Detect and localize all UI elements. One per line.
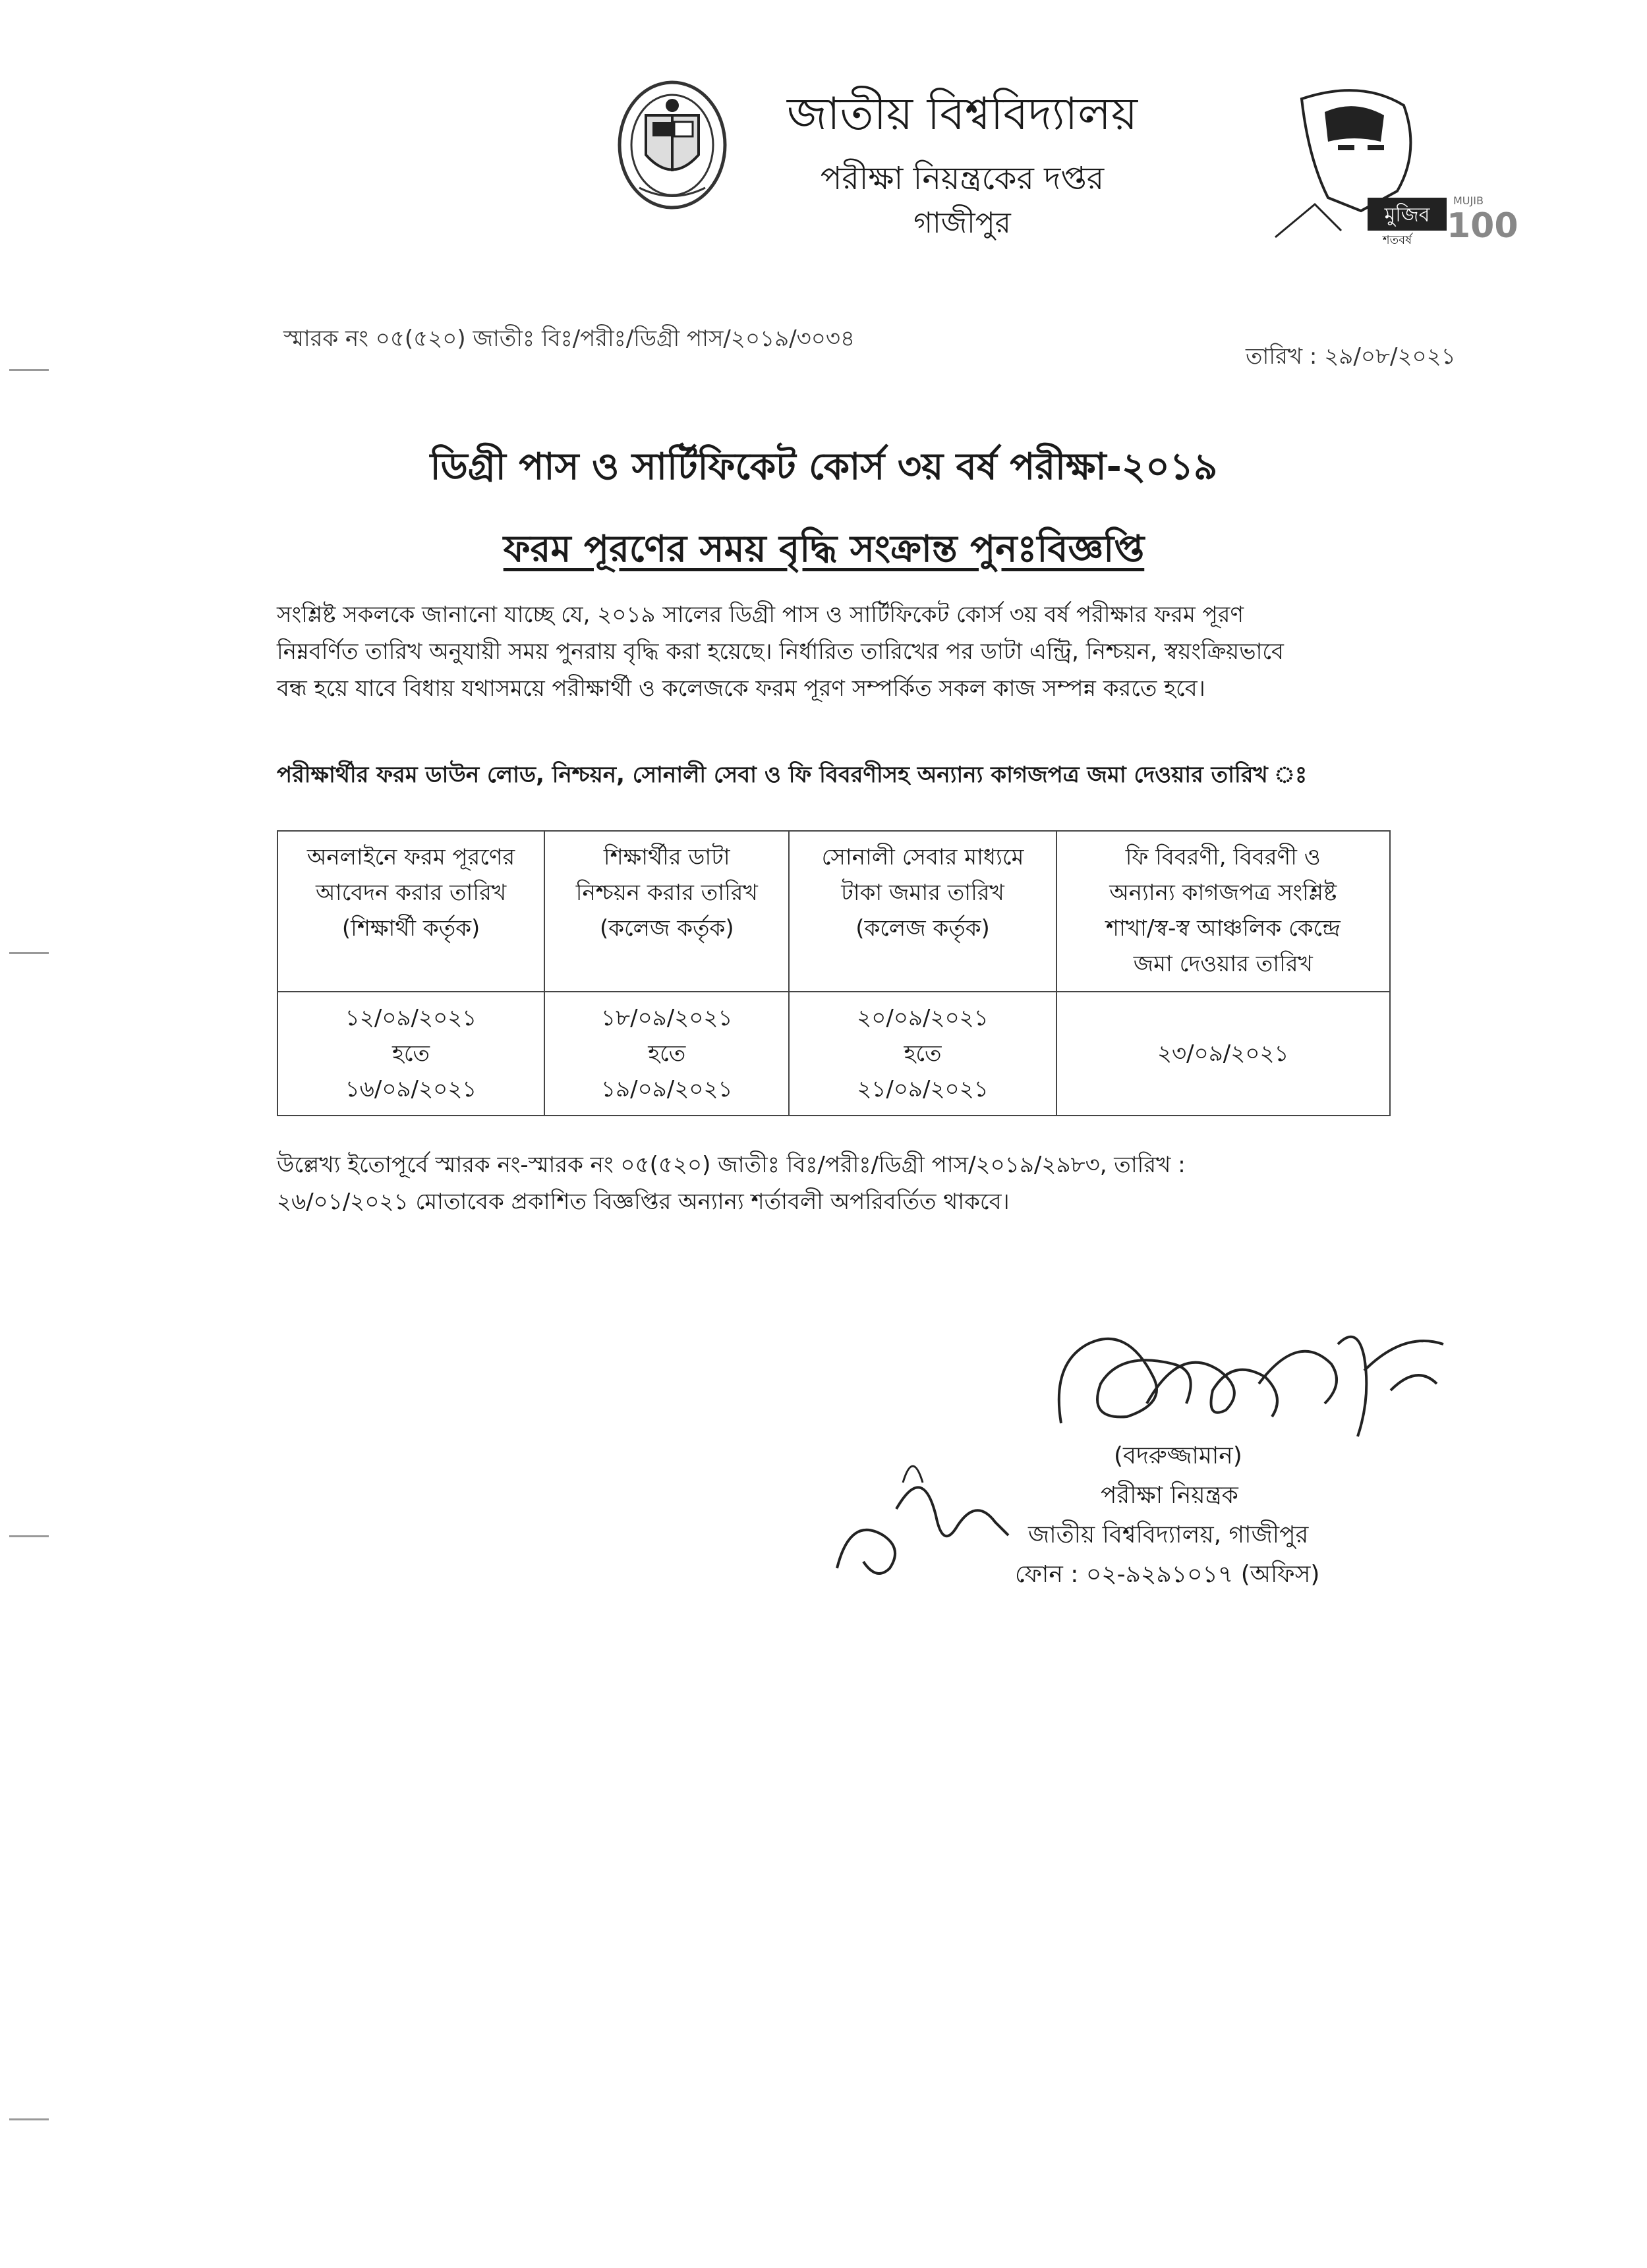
signatory-institution: জাতীয় বিশ্ববিদ্যালয়, গাজীপুর: [1028, 1521, 1309, 1548]
table-row: [277, 992, 1390, 1116]
table-cell: ২৩/০৯/২০২১: [1056, 992, 1390, 1116]
margin-mark: [9, 1535, 49, 1537]
margin-mark: [9, 2118, 49, 2120]
header-cell-sonali-payment: সোনালী সেবার মাধ্যমে টাকা জমার তারিখ (কলেজ কর্তৃক): [789, 831, 1056, 992]
table-cell: ২০/০৯/২০২১ হতে ২১/০৯/২০২১: [789, 992, 1056, 1116]
margin-mark: [9, 369, 49, 371]
table-cell: ১৮/০৯/২০২১ হতে ১৯/০৯/২০২১: [544, 992, 789, 1116]
margin-mark: [9, 952, 49, 954]
svg-text:MUJIB: MUJIB: [1453, 194, 1484, 207]
table-cell: ১২/০৯/২০২১ হতে ১৬/০৯/২০২১: [277, 992, 544, 1116]
memo-date: তারিখ : ২৯/০৮/২০২১: [1246, 343, 1456, 370]
schedule-table: [277, 830, 1391, 1116]
signatory-phone: ফোন : ০২-৯২৯১০১৭ (অফিস): [1015, 1561, 1320, 1588]
mujib-centenary-logo: [1262, 79, 1518, 247]
intro-paragraph: সংশ্লিষ্ট সকলকে জানানো যাচ্ছে যে, ২০১৯ সালের ডিগ্রী পাস ও সার্টিফিকেট কোর্স ৩য় বর্ষ পরীক্ষার ফরম পূরণ নিম্নবর্ণিত তারিখ অনুযায়ী সময় পুনরায় বৃদ্ধি করা হয়েছে। নির্ধারিত তারিখের পর ডাটা এন্ট্রি, নিশ্চয়ন, স্বয়ংক্রিয়ভাবে বন্ধ হয়ে যাবে বিধায় যথাসময়ে পরীক্ষার্থী ও কলেজকে ফরম পূরণ সম্পর্কিত সকল কাজ সম্পন্ন করতে হবে।: [277, 602, 1284, 702]
header-cell-document-submission: ফি বিবরণী, বিবরণী ও অন্যান্য কাগজপত্র সংশ্লিষ্ট শাখা/স্ব-স্ব আঞ্চলিক কেন্দ্রে জমা দেওয়ার তারিখ: [1056, 831, 1390, 992]
header-cell-online-application: অনলাইনে ফরম পূরণের আবেদন করার তারিখ (শিক্ষার্থী কর্তৃক): [277, 831, 544, 992]
signatory-name: (বদরুজ্জামান): [1114, 1442, 1242, 1469]
notice-subtitle: ফরম পূরণের সময় বৃদ্ধি সংক্রান্ত পুনঃবিজ্ঞপ্তি: [503, 528, 1145, 571]
university-name: জাতীয় বিশ্ববিদ্যালয়: [786, 88, 1138, 140]
note-paragraph: উল্লেখ্য ইতোপূর্বে স্মারক নং-স্মারক নং ০৫(৫২০) জাতীঃ বিঃ/পরীঃ/ডিগ্রী পাস/২০১৯/২৯৮৩, তারিখ : ২৬/০১/২০২১ মোতাবেক প্রকাশিত বিজ্ঞপ্তির অন্যান্য শর্তাবলী অপরিবর্তিত থাকবে।: [277, 1152, 1186, 1215]
svg-text:শতবর্ষ: শতবর্ষ: [1382, 233, 1412, 247]
table-header-row: [277, 831, 1390, 992]
notice-title: ডিগ্রী পাস ও সার্টিফিকেট কোর্স ৩য় বর্ষ পরীক্ষা-২০১৯: [430, 445, 1218, 488]
location: গাজীপুর: [913, 206, 1011, 240]
mujib-badge-text: মুজিব: [1384, 204, 1430, 227]
signature-initial: [824, 1436, 1015, 1588]
svg-text:100: 100: [1447, 206, 1518, 246]
office-name: পরীক্ষা নিয়ন্ত্রকের দপ্তর: [820, 160, 1105, 197]
memo-reference: স্মারক নং ০৫(৫২০) জাতীঃ বিঃ/পরীঃ/ডিগ্রী পাস/২০১৯/৩০৩৪: [283, 326, 855, 352]
signatory-designation: পরীক্ষা নিয়ন্ত্রক: [1101, 1482, 1238, 1509]
header-cell-data-verification: শিক্ষার্থীর ডাটা নিশ্চয়ন করার তারিখ (কলেজ কর্তৃক): [544, 831, 789, 992]
table-caption: পরীক্ষার্থীর ফরম ডাউন লোড, নিশ্চয়ন, সোনালী সেবা ও ফি বিবরণীসহ অন্যান্য কাগজপত্র জমা দেওয়ার তারিখ ঃ: [277, 762, 1308, 788]
signature-block: [1002, 1436, 1463, 1595]
